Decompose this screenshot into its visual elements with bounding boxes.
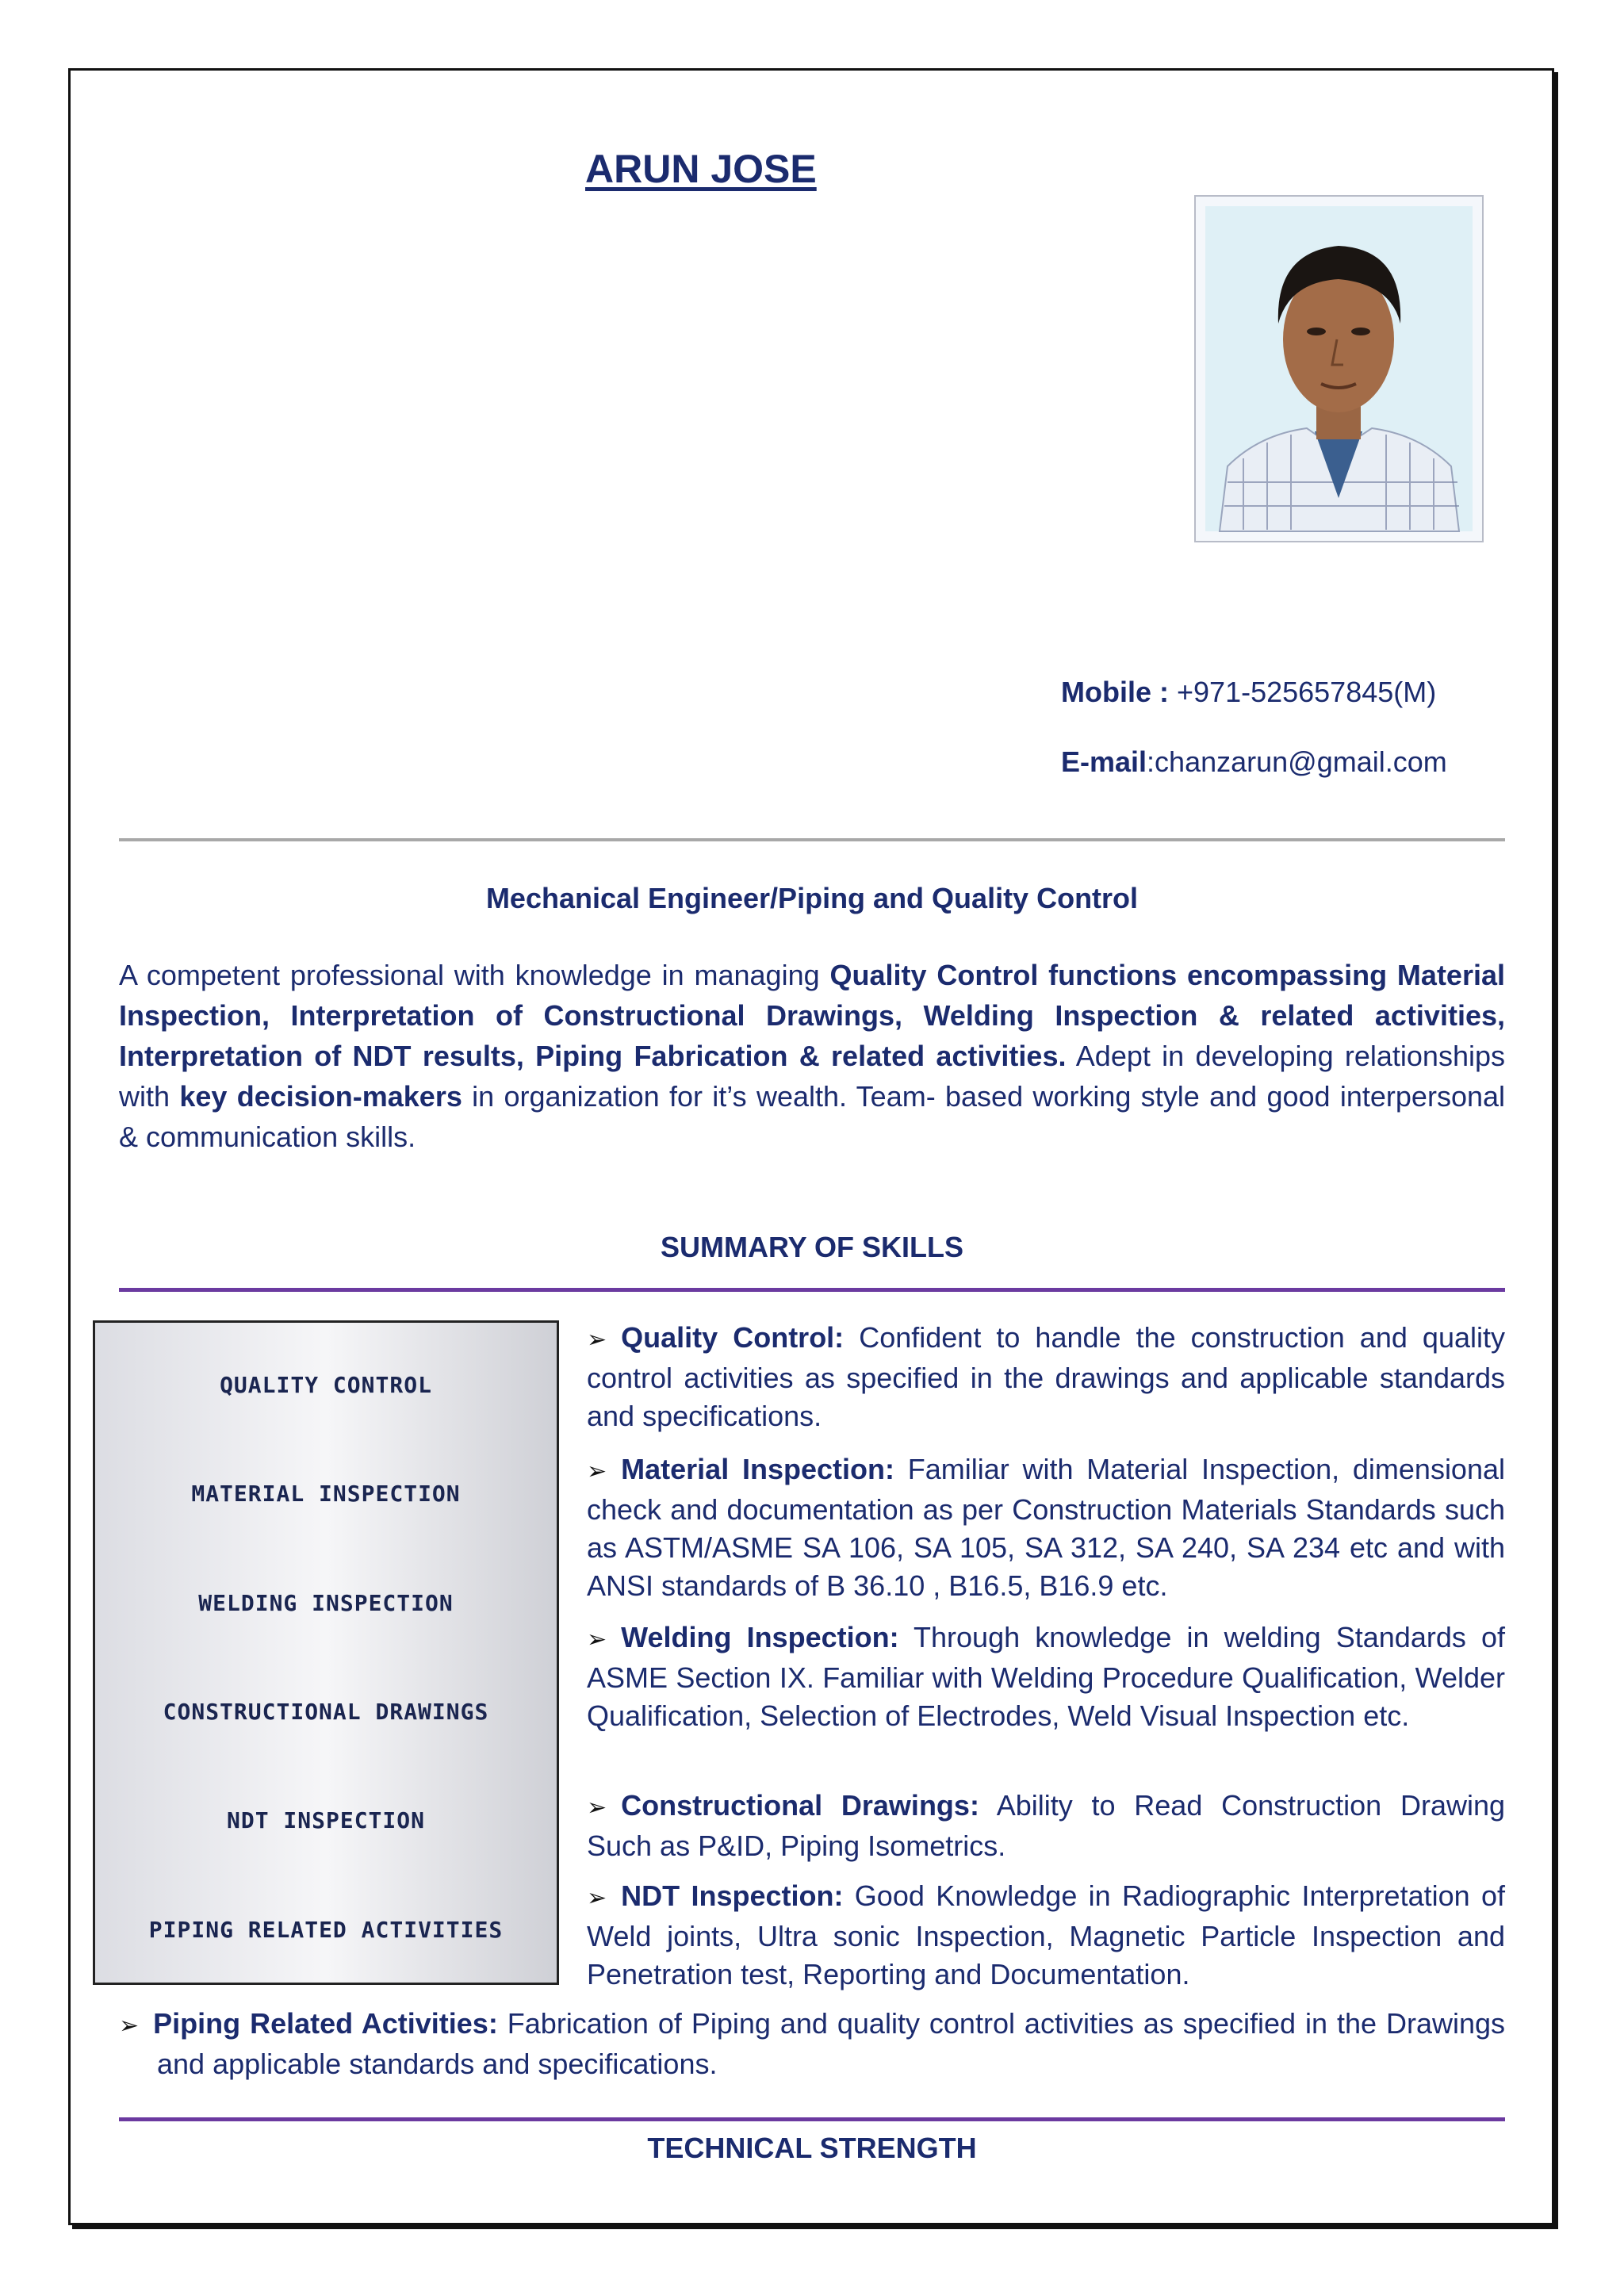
technical-heading: TECHNICAL STRENGTH — [647, 2132, 977, 2164]
divider — [119, 838, 1505, 841]
skill-detail-text: Familiar with Material Inspection, dimensional check and documentation as per Construction Materials Standards such as ASTM/ASME SA 106, SA 105, SA 312, SA 240, SA 234 etc and with ANSI standards of B 36.10 , B16.5, B16.9 etc. — [587, 1453, 1505, 1602]
profile-title: Mechanical Engineer/Piping and Quality Control — [485, 882, 1139, 914]
divider — [119, 1288, 1505, 1292]
skills-heading: SUMMARY OF SKILLS — [660, 1231, 963, 1263]
skill-detail-title: NDT Inspection: — [621, 1879, 844, 1912]
email-value: :chanzarun@gmail.com — [1147, 745, 1447, 778]
skill-detail-title: Constructional Drawings: — [621, 1789, 979, 1822]
arrow-bullet-icon: ➢ — [587, 1458, 607, 1485]
arrow-bullet-icon: ➢ — [587, 1326, 607, 1354]
skill-detail — [587, 1319, 1505, 1435]
skill-detail-text: Good Knowledge in Radiographic Interpretation of Weld joints, Ultra sonic Inspection, Magnetic Particle Inspection and Penetration test, Reporting and Documentation. — [587, 1879, 1505, 1990]
summary-highlight: key decision-makers — [179, 1080, 462, 1113]
skill-detail — [587, 1450, 1505, 1605]
skill-detail-text: Confident to handle the construction and quality control activities as specified in the drawings and applicable standards and specifications. — [587, 1321, 1505, 1432]
skill-box-item: PIPING RELATED ACTIVITIES — [148, 1917, 504, 1943]
skill-detail-title: Quality Control: — [621, 1321, 845, 1354]
arrow-bullet-icon: ➢ — [587, 1884, 607, 1912]
mobile-value: +971-525657845(M) — [1177, 676, 1437, 708]
skill-detail-title: Piping Related Activities: — [153, 2007, 498, 2040]
skill-detail — [119, 2005, 1505, 2083]
candidate-name: ARUN JOSE — [585, 147, 817, 191]
skill-box-item: NDT INSPECTION — [226, 1807, 425, 1833]
email-line — [1061, 745, 1447, 779]
skill-detail — [587, 1787, 1505, 1865]
skill-box-item: QUALITY CONTROL — [220, 1372, 432, 1398]
divider — [119, 2117, 1505, 2121]
mobile-line — [1061, 676, 1436, 709]
profile-photo — [1194, 195, 1484, 542]
mobile-label: Mobile : — [1061, 676, 1177, 708]
summary-text: in organization for it’s wealth. Team- based working style and good interpersonal & communication skills. — [119, 1080, 1506, 1153]
skills-box — [93, 1320, 559, 1985]
skill-box-item: CONSTRUCTIONAL DRAWINGS — [163, 1699, 489, 1725]
arrow-bullet-icon: ➢ — [119, 2012, 140, 2040]
skill-detail-text: Ability to Read Construction Drawing Such as P&ID, Piping Isometrics. — [587, 1789, 1506, 1862]
skill-detail-text: Fabrication of Piping and quality control activities as specified in the Drawings and applicable standards and specifications. — [157, 2007, 1505, 2080]
arrow-bullet-icon: ➢ — [587, 1794, 607, 1822]
summary-text: A competent professional with knowledge in managing — [119, 959, 830, 991]
email-label: E-mail — [1061, 745, 1147, 778]
summary-text: Adept in developing relationships with — [119, 1040, 1505, 1113]
skill-detail — [587, 1877, 1505, 1994]
profile-summary — [119, 955, 1505, 1157]
skill-box-item: WELDING INSPECTION — [198, 1590, 454, 1616]
skill-detail-title: Material Inspection: — [621, 1453, 894, 1485]
portrait-image — [1196, 197, 1482, 541]
skill-detail-text: Through knowledge in welding Standards of ASME Section IX. Familiar with Welding Procedure Qualification, Welder Qualification, Selection of Electrodes, Weld Visual Inspection etc. — [587, 1621, 1505, 1732]
skill-detail-title: Welding Inspection: — [621, 1621, 899, 1653]
arrow-bullet-icon: ➢ — [587, 1626, 607, 1653]
summary-highlight: Quality Control functions encompassing Material Inspection, Interpretation of Constructional Drawings, Welding Inspection & related activities, Interpretation of NDT results, Piping Fabrication & related activities. — [119, 959, 1505, 1072]
skill-box-item: MATERIAL INSPECTION — [191, 1481, 461, 1507]
skill-detail — [587, 1619, 1505, 1735]
